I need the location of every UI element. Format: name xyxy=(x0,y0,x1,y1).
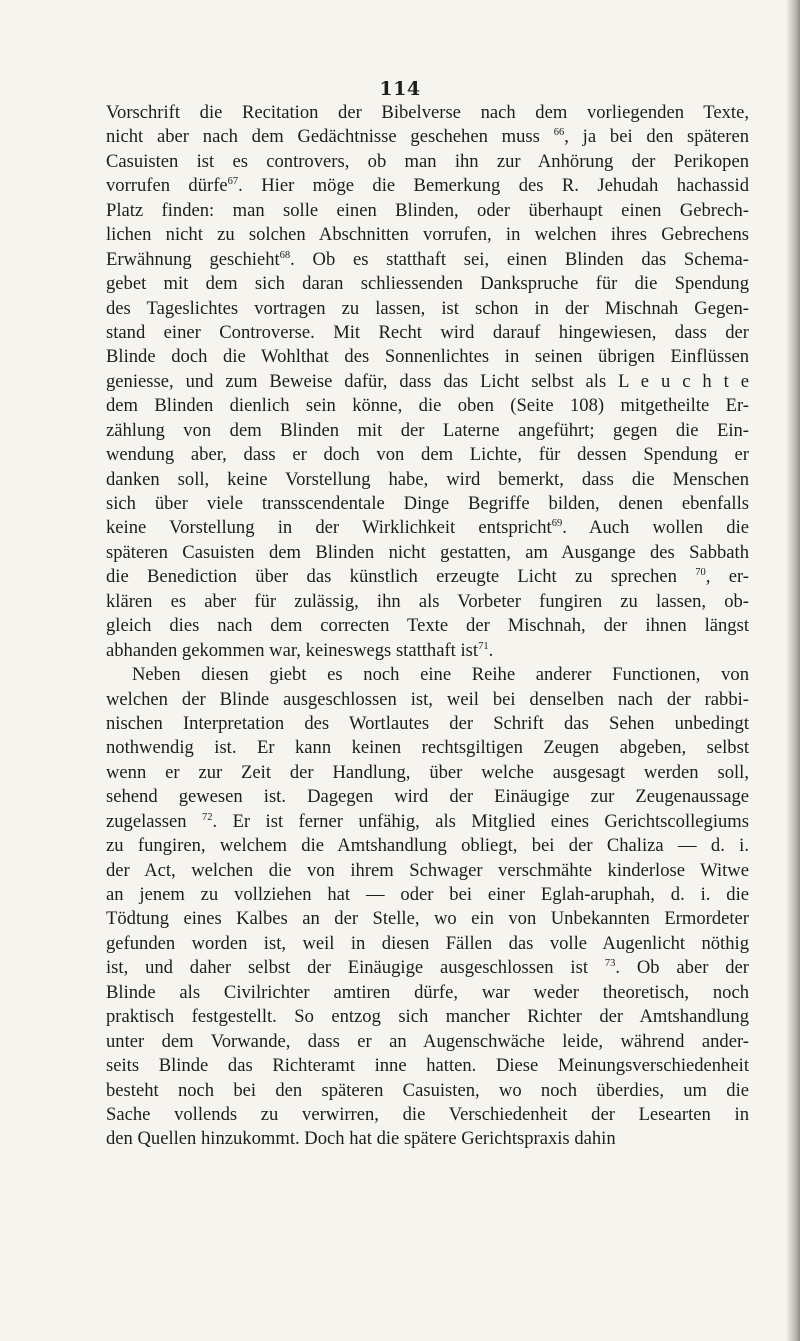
text-line: gefunden worden ist, weil in diesen Fällen das volle Augenlicht nöthig xyxy=(106,932,749,954)
text-line: gebet mit dem sich daran schliessenden Dankspruche für die Spendung xyxy=(106,273,749,295)
footnote-marker: 67 xyxy=(227,176,239,188)
text-line: vorrufen dürfe$^{67}$. Hier möge die Bemerkung des R. Jehudah hachassid xyxy=(106,175,749,197)
text-line: nicht aber nach dem Gedächtnisse geschehen muss $^{66}$, ja bei den späteren xyxy=(106,126,750,148)
text-line: Vorschrift die Recitation der Bibelverse nach dem vorliegenden Texte, xyxy=(106,102,749,123)
text-line: des Tageslichtes vortragen zu lassen, ist schon in der Mischnah Gegen- xyxy=(106,297,749,319)
text-line: zu fungiren, welchem die Amtshandlung obliegt, bei der Chaliza — d. i. xyxy=(106,835,749,857)
text-line: Blinde als Civilrichter amtiren dürfe, war weder theoretisch, noch xyxy=(106,981,749,1003)
footnote-marker: 66 xyxy=(553,127,565,139)
text-line: dem Blinden dienlich sein könne, die oben (Seite 108) mitgetheilte Er- xyxy=(106,395,749,417)
text-line: keine Vorstellung in der Wirklichkeit entspricht$^{69}$. Auch wollen die xyxy=(106,517,749,539)
footnote-marker: 69 xyxy=(551,518,563,530)
footnote-marker: 71 xyxy=(478,640,489,652)
text-line: praktisch festgestellt. So entzog sich mancher Richter der Amtshandlung xyxy=(106,1006,749,1028)
text-line: klären es aber für zulässig, ihn als Vorbeter fungiren zu lassen, ob- xyxy=(106,590,749,612)
text-line: die Benediction über das künstlich erzeugte Licht zu sprechen $^{70}$, er- xyxy=(106,566,749,588)
text-line: an jenem zu vollziehen hat — oder bei einer Eglah-aruphah, d. i. die xyxy=(106,884,749,905)
text-line: danken soll, keine Vorstellung habe, wird bemerkt, dass die Menschen xyxy=(106,468,749,490)
text-line: der Act, welchen die von ihrem Schwager verschmähte kinderlose Witwe xyxy=(106,859,749,881)
text-line: Sache vollends zu verwirren, die Verschiedenheit der Lesearten in xyxy=(106,1103,749,1125)
footnote-marker: 73 xyxy=(604,958,616,970)
text-line: zählung von dem Blinden mit der Laterne angeführt; gegen die Ein- xyxy=(106,419,749,441)
text-line: nischen Interpretation des Wortlautes der Schrift das Sehen unbedingt xyxy=(106,712,749,734)
text-line: späteren Casuisten dem Blinden nicht gestatten, am Ausgange des Sabbath xyxy=(106,541,749,563)
text-line: geniesse, und zum Beweise dafür, dass das Licht selbst als L e u c h t e xyxy=(106,370,749,392)
text-line: wenn er zur Zeit der Handlung, über welche ausgesagt werden soll, xyxy=(106,761,749,783)
text-line: wendung aber, dass er doch von dem Lichte, für dessen Spendung er xyxy=(106,444,749,466)
text-line: Blinde doch die Wohlthat des Sonnenlichtes in seinen übrigen Einflüssen xyxy=(106,346,749,368)
text-line: Platz finden: man solle einen Blinden, oder überhaupt einen Gebrech- xyxy=(106,199,749,221)
page-number: 114 xyxy=(379,78,421,100)
page-edge-shadow xyxy=(786,0,800,1341)
text-line: zugelassen $^{72}$. Er ist ferner unfähig, als Mitglied eines Gerichtscollegiums xyxy=(106,810,749,832)
text-line: nothwendig ist. Er kann keinen rechtsgiltigen Zeugen abgeben, selbst xyxy=(106,737,749,759)
text-line: Erwähnung geschieht$^{68}$. Ob es statthaft sei, einen Blinden das Schema- xyxy=(106,248,749,270)
text-line: welchen der Blinde ausgeschlossen ist, weil bei denselben nach der rabbi- xyxy=(106,688,749,710)
text-line: Casuisten ist es controvers, ob man ihn zur Anhörung der Perikopen xyxy=(106,150,749,172)
footnote-marker: 68 xyxy=(279,249,291,261)
text-line: ist, und daher selbst der Einäugige ausgeschlossen ist $^{73}$. Ob aber der xyxy=(106,957,749,979)
text-line: Neben diesen giebt es noch eine Reihe anderer Functionen, von xyxy=(132,664,749,686)
text-line: stand einer Controverse. Mit Recht wird darauf hingewiesen, dass der xyxy=(106,321,749,343)
text-line: unter dem Vorwande, dass er an Augenschwäche leide, während ander- xyxy=(106,1030,749,1052)
footnote-marker: 72 xyxy=(201,811,213,823)
text-line: sehend gewesen ist. Dagegen wird der Einäugige zur Zeugenaussage xyxy=(106,786,749,808)
footnote-marker: 70 xyxy=(695,567,706,579)
text-line: seits Blinde das Richteramt inne hatten. Diese Meinungsverschiedenheit xyxy=(106,1055,749,1077)
text-line: besteht noch bei den späteren Casuisten, wo noch überdies, um die xyxy=(106,1079,749,1101)
text-line: lichen nicht zu solchen Abschnitten vorrufen, in welchen ihres Gebrechens xyxy=(106,224,749,246)
text-line: sich über viele transscendentale Dinge Begriffe bilden, denen ebenfalls xyxy=(106,493,749,514)
text-line: den Quellen hinzukommt. Doch hat die spätere Gerichtspraxis dahin xyxy=(106,1128,616,1150)
text-line: gleich dies nach dem correcten Texte der Mischnah, der ihnen längst xyxy=(106,615,749,637)
text-line: abhanden gekommen war, keineswegs statthaft ist$^{71}$. xyxy=(106,639,494,661)
body-text xyxy=(106,101,749,1152)
text-line: Tödtung eines Kalbes an der Stelle, wo ein von Unbekannten Ermordeter xyxy=(106,908,749,930)
